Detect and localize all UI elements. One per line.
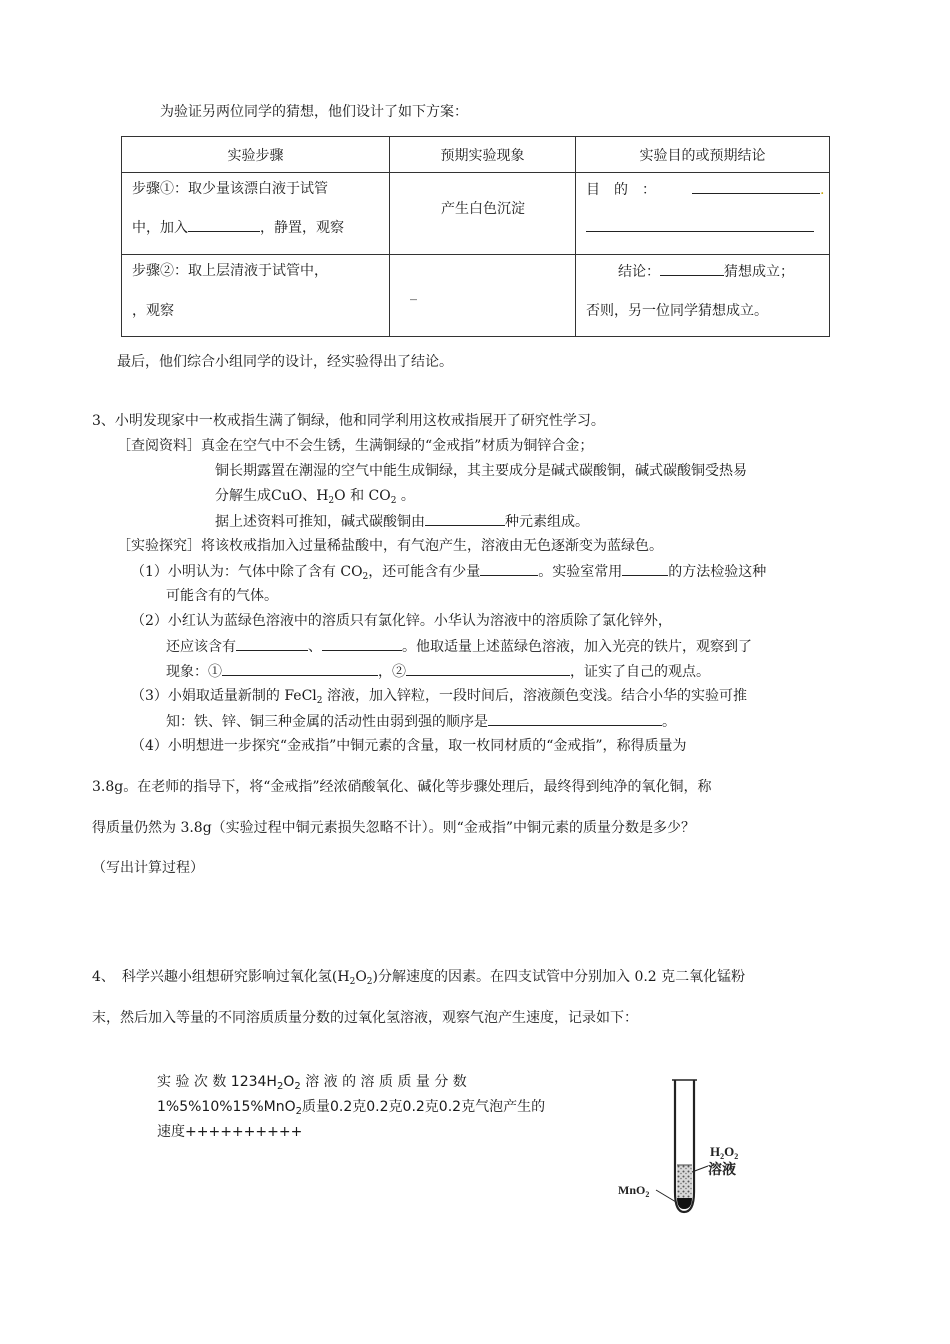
test-tube-figure xyxy=(612,1070,762,1230)
answer-blank[interactable] xyxy=(480,561,538,576)
label-h2o2: $H_2O_2$ xyxy=(710,1144,739,1161)
closing-text: 最后，他们综合小组同学的设计，经实验得出了结论。 xyxy=(117,354,453,370)
answer-blank[interactable] xyxy=(488,711,662,726)
answer-blank[interactable] xyxy=(222,661,378,676)
label-solution: 溶液 xyxy=(708,1162,736,1178)
conclusion-line2: 否则，另一位同学猜想成立。 xyxy=(586,303,768,319)
q3-part4-line4: （写出计算过程） xyxy=(92,860,204,876)
q4-data-line1: 实 验 次 数 $1234H_2O_2$ 溶 液 的 溶 质 质 量 分 数 xyxy=(157,1074,467,1092)
q3-part4-line1: （4）小明想进一步探究“金戒指”中铜元素的含量，取一枚同材质的“金戒指”，称得质量为 xyxy=(131,738,687,754)
q3-reference-2: 铜长期露置在潮湿的空气中能生成铜绿，其主要成分是碱式碳酸铜，碱式碳酸铜受热易 xyxy=(215,463,747,479)
table-header-steps: 实验步骤 xyxy=(122,137,390,173)
q4-data-line3: 速度++++++++++ xyxy=(157,1124,303,1140)
q4-data-line2: 1%5%10%15%MnO$_2$质量0.2克0.2克0.2克0.2克气泡产生的 xyxy=(157,1099,546,1117)
q3-reference-1: ［查阅资料］真金在空气中不会生锈，生满铜绿的“金戒指”材质为铜锌合金； xyxy=(117,438,594,454)
q3-part4-line2: 3.8g。在老师的指导下，将“金戒指”经浓硝酸氧化、碱化等步骤处理后，最终得到纯净的氧化铜，称 xyxy=(92,779,712,795)
step2-line1: 步骤②：取上层清液于试管中， xyxy=(132,263,328,279)
step1-line1: 步骤①：取少量该漂白液于试管 xyxy=(132,181,328,197)
phenomenon-white-precipitate: 产生白色沉淀 xyxy=(441,201,525,217)
q3-part2-line3: 现象：① ，② ，证实了自己的观点。 xyxy=(166,661,710,682)
q3-part2-line2: 还应该含有 、 。他取适量上述蓝绿色溶液，加入光亮的铁片，观察到了 xyxy=(166,636,752,657)
table-header-phenomenon: 预期实验现象 xyxy=(390,137,576,173)
table-header-purpose: 实验目的或预期结论 xyxy=(576,137,830,173)
answer-blank[interactable] xyxy=(322,636,402,651)
intro-text: 为验证另两位同学的猜想，他们设计了如下方案： xyxy=(160,104,468,120)
conclusion-line1: 结论： 猜想成立； xyxy=(618,261,794,282)
q3-stem: 3、小明发现家中一枚戒指生满了铜绿，他和同学利用这枚戒指展开了研究性学习。 xyxy=(92,413,605,429)
q4-line1: 4、 科学兴趣小组想研究影响过氧化氢$(H_2O_2)$分解速度的因素。在四支试管中分别加入 0.2 克二氧化锰粉 xyxy=(92,969,746,987)
step2-line2: ，观察 xyxy=(132,303,174,319)
answer-blank[interactable] xyxy=(660,261,724,276)
purpose-label: 目 的 ： . xyxy=(586,179,824,200)
table-row xyxy=(122,255,390,337)
answer-blank[interactable] xyxy=(622,561,668,576)
q3-part4-line3: 得质量仍然为 3.8g（实验过程中铜元素损失忽略不计）。则“金戒指”中铜元素的质量分数是多少？ xyxy=(92,820,695,836)
answer-blank[interactable] xyxy=(692,179,820,194)
answer-blank[interactable] xyxy=(406,661,570,676)
q3-part2-line1: （2）小红认为蓝绿色溶液中的溶质只有氯化锌。小华认为溶液中的溶质除了氯化锌外， xyxy=(131,613,672,629)
answer-blank[interactable] xyxy=(188,217,260,232)
q3-part3-line2: 知：铁、锌、铜三种金属的活动性由弱到强的顺序是 。 xyxy=(166,711,676,732)
answer-blank[interactable] xyxy=(425,511,505,526)
step1-line2: 中，加入 ，静置，观察 xyxy=(132,217,344,238)
q3-reference-3: 分解生成CuO、$H_2O$ 和 $CO_2$ 。 xyxy=(215,488,415,506)
table-row xyxy=(122,173,390,255)
q4-line2: 末，然后加入等量的不同溶质质量分数的过氧化氢溶液，观察气泡产生速度，记录如下： xyxy=(92,1010,638,1026)
answer-blank[interactable] xyxy=(586,217,814,232)
q3-part3-line1: （3）小娟取适量新制的 FeCl$_2$ 溶液，加入锌粒，一段时间后，溶液颜色变浅。结合小华的实验可推 xyxy=(131,688,747,706)
purpose-line2 xyxy=(586,217,814,238)
experiment-plan-table xyxy=(121,136,830,337)
mno2-powder xyxy=(677,1198,692,1209)
answer-blank[interactable] xyxy=(236,636,308,651)
q3-explore: ［实验探究］将该枚戒指加入过量稀盐酸中，有气泡产生，溶液由无色逐渐变为蓝绿色。 xyxy=(117,538,663,554)
q3-reference-4: 据上述资料可推知，碱式碳酸铜由 种元素组成。 xyxy=(215,511,589,532)
label-mno2: MnO$_2$ xyxy=(618,1183,650,1199)
q3-part1-line1: （1）小明认为：气体中除了含有 $CO_2$，还可能含有少量 。实验室常用 的方法检验这种 xyxy=(131,561,766,587)
q3-part1-line2: 可能含有的气体。 xyxy=(166,588,278,604)
step2-phenomenon-blank: _ xyxy=(410,285,417,301)
